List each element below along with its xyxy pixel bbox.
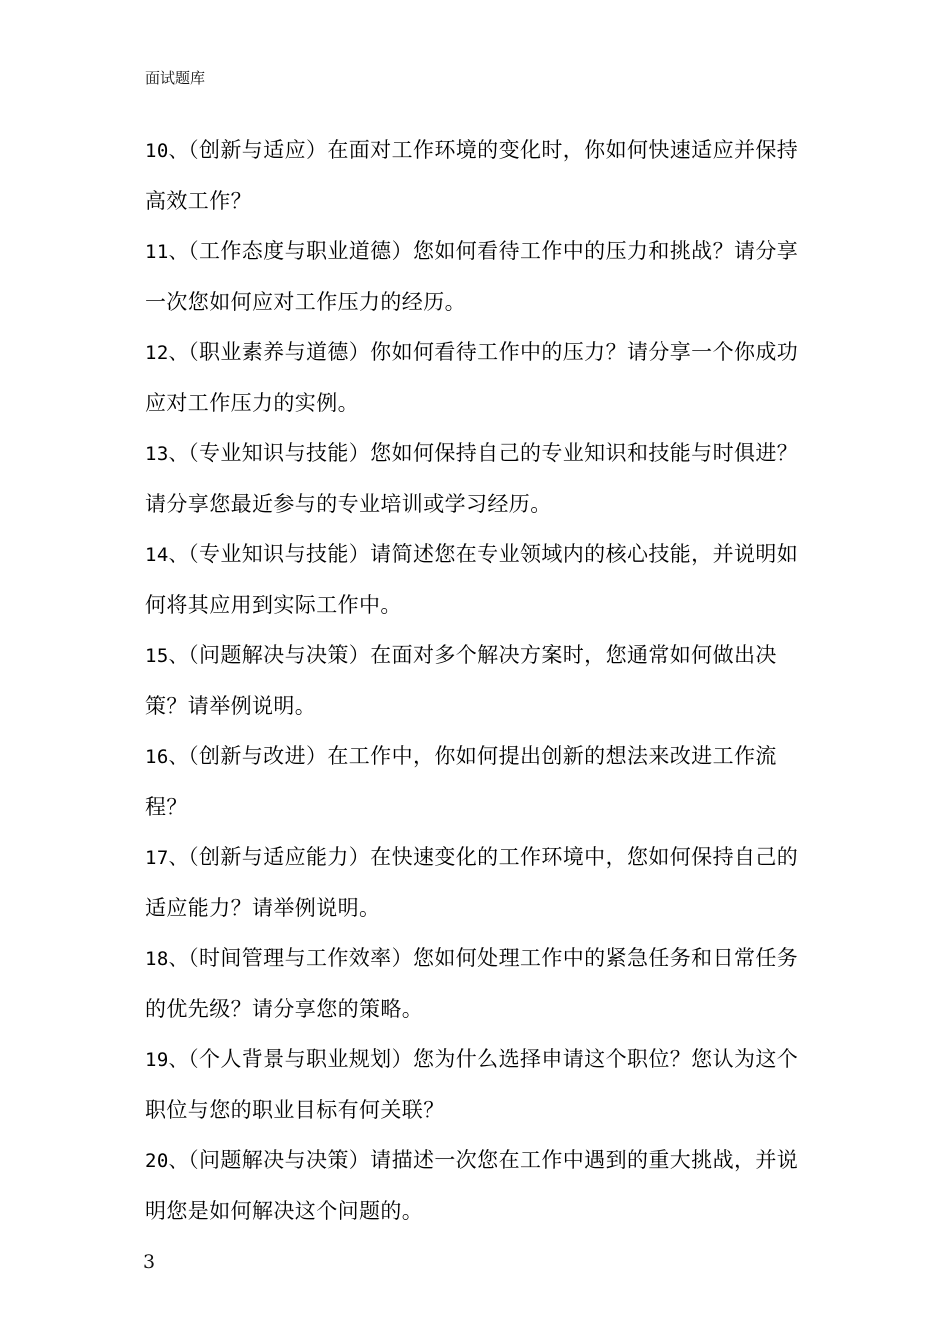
- question-item: [145, 226, 815, 327]
- question-item: [145, 1135, 815, 1236]
- question-text: （创新与改进）在工作中，你如何提出创新的想法来改进工作流程？: [145, 744, 777, 819]
- question-item: [145, 933, 815, 1034]
- question-text: （工作态度与职业道德）您如何看待工作中的压力和挑战？请分享一次您如何应对工作压力的经历。: [145, 239, 799, 314]
- question-number: 12、: [145, 342, 189, 364]
- question-item: [145, 832, 815, 933]
- question-text: （个人背景与职业规划）您为什么选择申请这个职位？您认为这个职位与您的职业目标有何关联？: [145, 1047, 799, 1122]
- question-item: [145, 125, 815, 226]
- page-header: 面试题库: [145, 69, 206, 87]
- question-text: （时间管理与工作效率）您如何处理工作中的紧急任务和日常任务的优先级？请分享您的策略。: [145, 946, 799, 1021]
- question-list: [145, 125, 815, 1236]
- question-item: [145, 428, 815, 529]
- question-number: 14、: [145, 544, 189, 566]
- question-number: 10、: [145, 140, 189, 162]
- question-item: [145, 630, 815, 731]
- question-number: 13、: [145, 443, 189, 465]
- question-item: [145, 529, 815, 630]
- question-item: [145, 327, 815, 428]
- question-number: 15、: [145, 645, 189, 667]
- question-number: 19、: [145, 1049, 189, 1071]
- question-number: 20、: [145, 1150, 189, 1172]
- question-item: [145, 1034, 815, 1135]
- question-number: 17、: [145, 847, 189, 869]
- question-text: （专业知识与技能）您如何保持自己的专业知识和技能与时俱进？请分享您最近参与的专业培训或学习经历。: [145, 441, 799, 516]
- question-text: （创新与适应）在面对工作环境的变化时，你如何快速适应并保持高效工作？: [145, 138, 799, 213]
- question-text: （创新与适应能力）在快速变化的工作环境中，您如何保持自己的适应能力？请举例说明。: [145, 845, 799, 920]
- question-item: [145, 731, 815, 832]
- question-text: （职业素养与道德）你如何看待工作中的压力？请分享一个你成功应对工作压力的实例。: [145, 340, 799, 415]
- question-number: 11、: [145, 241, 189, 263]
- question-text: （问题解决与决策）在面对多个解决方案时，您通常如何做出决策？请举例说明。: [145, 643, 777, 718]
- question-number: 18、: [145, 948, 189, 970]
- question-text: （专业知识与技能）请简述您在专业领域内的核心技能，并说明如何将其应用到实际工作中。: [145, 542, 799, 617]
- page-number: 3: [143, 1251, 156, 1273]
- question-number: 16、: [145, 746, 189, 768]
- question-text: （问题解决与决策）请描述一次您在工作中遇到的重大挑战，并说明您是如何解决这个问题的。: [145, 1148, 799, 1223]
